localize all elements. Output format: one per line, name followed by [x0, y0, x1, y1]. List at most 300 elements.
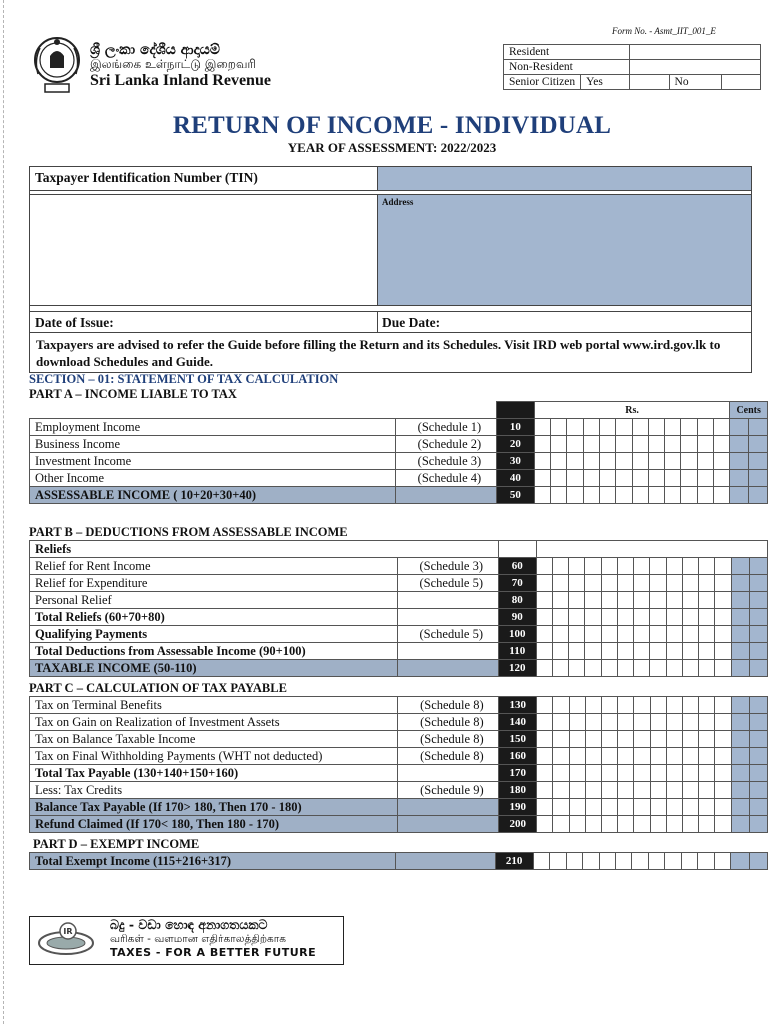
amount-digit-box[interactable]	[536, 609, 552, 626]
amount-digit-box[interactable]	[567, 470, 583, 487]
cents-digit-box[interactable]	[731, 697, 749, 714]
amount-digit-box[interactable]	[553, 748, 569, 765]
amount-digit-box[interactable]	[682, 643, 698, 660]
amount-digit-box[interactable]	[583, 853, 599, 870]
amount-digit-box[interactable]	[536, 660, 552, 677]
amount-digit-box[interactable]	[682, 558, 698, 575]
amount-digit-box[interactable]	[699, 609, 715, 626]
cents-digit-box[interactable]	[731, 558, 749, 575]
amount-digit-box[interactable]	[552, 609, 568, 626]
amount-digit-box[interactable]	[650, 765, 666, 782]
amount-digit-box[interactable]	[715, 558, 731, 575]
amount-digit-box[interactable]	[601, 592, 617, 609]
resident-checkbox[interactable]	[630, 45, 761, 60]
amount-digit-box[interactable]	[537, 816, 553, 833]
amount-digit-box[interactable]	[534, 453, 550, 470]
amount-digit-box[interactable]	[683, 748, 699, 765]
amount-digit-box[interactable]	[683, 714, 699, 731]
tin-input[interactable]	[378, 167, 751, 191]
amount-digit-box[interactable]	[650, 748, 666, 765]
amount-digit-box[interactable]	[632, 487, 648, 504]
cents-digit-box[interactable]	[731, 660, 749, 677]
amount-digit-box[interactable]	[552, 626, 568, 643]
amount-digit-box[interactable]	[585, 592, 601, 609]
amount-digit-box[interactable]	[650, 643, 666, 660]
amount-digit-box[interactable]	[714, 436, 730, 453]
amount-digit-box[interactable]	[583, 470, 599, 487]
amount-digit-box[interactable]	[682, 575, 698, 592]
cents-digit-box[interactable]	[749, 453, 768, 470]
amount-digit-box[interactable]	[602, 782, 618, 799]
amount-digit-box[interactable]	[699, 731, 715, 748]
amount-digit-box[interactable]	[715, 782, 731, 799]
amount-digit-box[interactable]	[585, 799, 601, 816]
amount-digit-box[interactable]	[599, 419, 615, 436]
amount-digit-box[interactable]	[632, 470, 648, 487]
cents-digit-box[interactable]	[749, 731, 767, 748]
amount-digit-box[interactable]	[617, 626, 633, 643]
amount-digit-box[interactable]	[537, 748, 553, 765]
amount-digit-box[interactable]	[585, 782, 601, 799]
amount-digit-box[interactable]	[618, 697, 634, 714]
cents-digit-box[interactable]	[749, 660, 767, 677]
amount-digit-box[interactable]	[585, 765, 601, 782]
amount-digit-box[interactable]	[583, 436, 599, 453]
cents-digit-box[interactable]	[731, 626, 749, 643]
amount-digit-box[interactable]	[567, 419, 583, 436]
amount-digit-box[interactable]	[682, 609, 698, 626]
amount-digit-box[interactable]	[699, 558, 715, 575]
amount-digit-box[interactable]	[569, 731, 585, 748]
amount-digit-box[interactable]	[552, 643, 568, 660]
amount-digit-box[interactable]	[666, 748, 682, 765]
amount-digit-box[interactable]	[550, 853, 566, 870]
amount-digit-box[interactable]	[650, 816, 666, 833]
amount-digit-box[interactable]	[650, 660, 666, 677]
amount-digit-box[interactable]	[599, 436, 615, 453]
senior-yes-checkbox[interactable]	[630, 75, 669, 90]
amount-digit-box[interactable]	[715, 714, 731, 731]
amount-digit-box[interactable]	[699, 575, 715, 592]
amount-digit-box[interactable]	[699, 748, 715, 765]
amount-digit-box[interactable]	[665, 487, 681, 504]
amount-digit-box[interactable]	[616, 487, 632, 504]
amount-digit-box[interactable]	[585, 731, 601, 748]
amount-digit-box[interactable]	[715, 592, 731, 609]
amount-digit-box[interactable]	[583, 419, 599, 436]
amount-digit-box[interactable]	[534, 470, 550, 487]
amount-digit-box[interactable]	[585, 816, 601, 833]
cents-digit-box[interactable]	[731, 592, 749, 609]
amount-digit-box[interactable]	[715, 765, 731, 782]
amount-digit-box[interactable]	[634, 799, 650, 816]
amount-digit-box[interactable]	[715, 697, 731, 714]
amount-digit-box[interactable]	[536, 626, 552, 643]
amount-digit-box[interactable]	[683, 697, 699, 714]
amount-digit-box[interactable]	[714, 470, 730, 487]
amount-digit-box[interactable]	[536, 643, 552, 660]
amount-digit-box[interactable]	[634, 765, 650, 782]
amount-digit-box[interactable]	[698, 853, 714, 870]
amount-digit-box[interactable]	[648, 470, 664, 487]
amount-digit-box[interactable]	[566, 853, 582, 870]
amount-digit-box[interactable]	[616, 419, 632, 436]
amount-digit-box[interactable]	[537, 697, 553, 714]
amount-digit-box[interactable]	[683, 799, 699, 816]
amount-digit-box[interactable]	[699, 592, 715, 609]
amount-digit-box[interactable]	[551, 419, 567, 436]
amount-digit-box[interactable]	[552, 592, 568, 609]
cents-digit-box[interactable]	[730, 487, 749, 504]
cents-digit-box[interactable]	[749, 643, 767, 660]
amount-digit-box[interactable]	[602, 714, 618, 731]
cents-digit-box[interactable]	[749, 853, 767, 870]
cents-digit-box[interactable]	[749, 816, 767, 833]
amount-digit-box[interactable]	[634, 782, 650, 799]
amount-digit-box[interactable]	[699, 799, 715, 816]
cents-digit-box[interactable]	[730, 453, 749, 470]
amount-digit-box[interactable]	[699, 714, 715, 731]
amount-digit-box[interactable]	[648, 419, 664, 436]
amount-digit-box[interactable]	[632, 436, 648, 453]
amount-digit-box[interactable]	[599, 853, 615, 870]
cents-digit-box[interactable]	[731, 609, 749, 626]
amount-digit-box[interactable]	[682, 660, 698, 677]
amount-digit-box[interactable]	[632, 853, 648, 870]
amount-digit-box[interactable]	[601, 575, 617, 592]
amount-digit-box[interactable]	[715, 799, 731, 816]
amount-digit-box[interactable]	[666, 626, 682, 643]
amount-digit-box[interactable]	[585, 575, 601, 592]
amount-digit-box[interactable]	[634, 697, 650, 714]
amount-digit-box[interactable]	[648, 487, 664, 504]
amount-digit-box[interactable]	[666, 799, 682, 816]
amount-digit-box[interactable]	[616, 436, 632, 453]
amount-digit-box[interactable]	[616, 853, 632, 870]
amount-digit-box[interactable]	[618, 816, 634, 833]
amount-digit-box[interactable]	[681, 470, 697, 487]
amount-digit-box[interactable]	[585, 748, 601, 765]
amount-digit-box[interactable]	[699, 660, 715, 677]
amount-digit-box[interactable]	[683, 765, 699, 782]
amount-digit-box[interactable]	[553, 799, 569, 816]
amount-digit-box[interactable]	[715, 660, 731, 677]
amount-digit-box[interactable]	[666, 714, 682, 731]
amount-digit-box[interactable]	[681, 419, 697, 436]
amount-digit-box[interactable]	[553, 782, 569, 799]
amount-digit-box[interactable]	[715, 731, 731, 748]
cents-digit-box[interactable]	[730, 470, 749, 487]
amount-digit-box[interactable]	[650, 731, 666, 748]
amount-digit-box[interactable]	[634, 714, 650, 731]
amount-digit-box[interactable]	[715, 643, 731, 660]
amount-digit-box[interactable]	[697, 436, 713, 453]
amount-digit-box[interactable]	[617, 643, 633, 660]
amount-digit-box[interactable]	[666, 592, 682, 609]
amount-digit-box[interactable]	[567, 436, 583, 453]
amount-digit-box[interactable]	[682, 592, 698, 609]
amount-digit-box[interactable]	[634, 660, 650, 677]
amount-digit-box[interactable]	[617, 609, 633, 626]
amount-digit-box[interactable]	[666, 816, 682, 833]
amount-digit-box[interactable]	[699, 643, 715, 660]
amount-digit-box[interactable]	[569, 609, 585, 626]
amount-digit-box[interactable]	[567, 453, 583, 470]
amount-digit-box[interactable]	[536, 575, 552, 592]
amount-digit-box[interactable]	[602, 799, 618, 816]
cents-digit-box[interactable]	[731, 816, 749, 833]
cents-digit-box[interactable]	[749, 609, 767, 626]
amount-digit-box[interactable]	[569, 748, 585, 765]
amount-digit-box[interactable]	[569, 660, 585, 677]
amount-digit-box[interactable]	[618, 731, 634, 748]
cents-digit-box[interactable]	[749, 782, 767, 799]
amount-digit-box[interactable]	[553, 714, 569, 731]
amount-digit-box[interactable]	[634, 731, 650, 748]
amount-digit-box[interactable]	[616, 470, 632, 487]
amount-digit-box[interactable]	[697, 453, 713, 470]
amount-digit-box[interactable]	[634, 575, 650, 592]
amount-digit-box[interactable]	[714, 853, 730, 870]
amount-digit-box[interactable]	[553, 816, 569, 833]
amount-digit-box[interactable]	[634, 643, 650, 660]
amount-digit-box[interactable]	[648, 436, 664, 453]
amount-digit-box[interactable]	[599, 487, 615, 504]
amount-digit-box[interactable]	[714, 453, 730, 470]
amount-digit-box[interactable]	[551, 487, 567, 504]
cents-digit-box[interactable]	[749, 765, 767, 782]
amount-digit-box[interactable]	[681, 853, 697, 870]
address-field[interactable]	[378, 194, 751, 306]
amount-digit-box[interactable]	[537, 714, 553, 731]
amount-digit-box[interactable]	[569, 697, 585, 714]
amount-digit-box[interactable]	[665, 470, 681, 487]
amount-digit-box[interactable]	[602, 816, 618, 833]
amount-digit-box[interactable]	[534, 419, 550, 436]
amount-digit-box[interactable]	[569, 782, 585, 799]
cents-digit-box[interactable]	[749, 419, 768, 436]
cents-digit-box[interactable]	[731, 853, 749, 870]
amount-digit-box[interactable]	[681, 487, 697, 504]
cents-digit-box[interactable]	[749, 592, 767, 609]
amount-digit-box[interactable]	[650, 782, 666, 799]
amount-digit-box[interactable]	[648, 453, 664, 470]
amount-digit-box[interactable]	[569, 816, 585, 833]
amount-digit-box[interactable]	[617, 575, 633, 592]
amount-digit-box[interactable]	[634, 609, 650, 626]
amount-digit-box[interactable]	[666, 697, 682, 714]
amount-digit-box[interactable]	[551, 470, 567, 487]
amount-digit-box[interactable]	[714, 419, 730, 436]
amount-digit-box[interactable]	[715, 816, 731, 833]
amount-digit-box[interactable]	[650, 626, 666, 643]
amount-digit-box[interactable]	[666, 558, 682, 575]
amount-digit-box[interactable]	[634, 626, 650, 643]
cents-digit-box[interactable]	[749, 487, 768, 504]
amount-digit-box[interactable]	[553, 731, 569, 748]
amount-digit-box[interactable]	[715, 626, 731, 643]
amount-digit-box[interactable]	[715, 575, 731, 592]
amount-digit-box[interactable]	[632, 453, 648, 470]
amount-digit-box[interactable]	[585, 643, 601, 660]
cents-digit-box[interactable]	[749, 697, 767, 714]
amount-digit-box[interactable]	[599, 470, 615, 487]
amount-digit-box[interactable]	[681, 436, 697, 453]
amount-digit-box[interactable]	[666, 731, 682, 748]
senior-no-checkbox[interactable]	[721, 75, 760, 90]
amount-digit-box[interactable]	[569, 714, 585, 731]
amount-digit-box[interactable]	[699, 697, 715, 714]
cents-digit-box[interactable]	[731, 714, 749, 731]
amount-digit-box[interactable]	[617, 592, 633, 609]
amount-digit-box[interactable]	[534, 436, 550, 453]
amount-digit-box[interactable]	[634, 592, 650, 609]
amount-digit-box[interactable]	[617, 558, 633, 575]
amount-digit-box[interactable]	[618, 714, 634, 731]
amount-digit-box[interactable]	[697, 487, 713, 504]
cents-digit-box[interactable]	[749, 470, 768, 487]
amount-digit-box[interactable]	[537, 782, 553, 799]
cents-digit-box[interactable]	[730, 436, 749, 453]
amount-digit-box[interactable]	[715, 748, 731, 765]
cents-digit-box[interactable]	[731, 799, 749, 816]
amount-digit-box[interactable]	[599, 453, 615, 470]
amount-digit-box[interactable]	[616, 453, 632, 470]
amount-digit-box[interactable]	[551, 453, 567, 470]
amount-digit-box[interactable]	[665, 453, 681, 470]
amount-digit-box[interactable]	[602, 697, 618, 714]
cents-digit-box[interactable]	[731, 765, 749, 782]
amount-digit-box[interactable]	[583, 487, 599, 504]
amount-digit-box[interactable]	[585, 714, 601, 731]
cents-digit-box[interactable]	[731, 643, 749, 660]
amount-digit-box[interactable]	[666, 765, 682, 782]
amount-digit-box[interactable]	[632, 419, 648, 436]
amount-digit-box[interactable]	[585, 697, 601, 714]
amount-digit-box[interactable]	[601, 643, 617, 660]
amount-digit-box[interactable]	[666, 782, 682, 799]
amount-digit-box[interactable]	[682, 626, 698, 643]
amount-digit-box[interactable]	[650, 714, 666, 731]
amount-digit-box[interactable]	[569, 575, 585, 592]
amount-digit-box[interactable]	[553, 765, 569, 782]
amount-digit-box[interactable]	[585, 609, 601, 626]
amount-digit-box[interactable]	[585, 660, 601, 677]
amount-digit-box[interactable]	[650, 799, 666, 816]
amount-digit-box[interactable]	[551, 436, 567, 453]
cents-digit-box[interactable]	[749, 558, 767, 575]
amount-digit-box[interactable]	[536, 592, 552, 609]
cents-digit-box[interactable]	[731, 731, 749, 748]
amount-digit-box[interactable]	[681, 453, 697, 470]
amount-digit-box[interactable]	[583, 453, 599, 470]
amount-digit-box[interactable]	[553, 697, 569, 714]
cents-digit-box[interactable]	[730, 419, 749, 436]
amount-digit-box[interactable]	[699, 816, 715, 833]
amount-digit-box[interactable]	[683, 782, 699, 799]
amount-digit-box[interactable]	[585, 626, 601, 643]
amount-digit-box[interactable]	[569, 626, 585, 643]
amount-digit-box[interactable]	[697, 419, 713, 436]
amount-digit-box[interactable]	[601, 626, 617, 643]
amount-digit-box[interactable]	[533, 853, 549, 870]
amount-digit-box[interactable]	[617, 660, 633, 677]
amount-digit-box[interactable]	[665, 853, 681, 870]
amount-digit-box[interactable]	[601, 558, 617, 575]
amount-digit-box[interactable]	[602, 731, 618, 748]
amount-digit-box[interactable]	[666, 575, 682, 592]
amount-digit-box[interactable]	[537, 799, 553, 816]
amount-digit-box[interactable]	[569, 799, 585, 816]
cents-digit-box[interactable]	[731, 782, 749, 799]
amount-digit-box[interactable]	[650, 592, 666, 609]
amount-digit-box[interactable]	[683, 816, 699, 833]
amount-digit-box[interactable]	[601, 660, 617, 677]
amount-digit-box[interactable]	[699, 782, 715, 799]
amount-digit-box[interactable]	[618, 765, 634, 782]
amount-digit-box[interactable]	[699, 765, 715, 782]
amount-digit-box[interactable]	[634, 816, 650, 833]
cents-digit-box[interactable]	[749, 799, 767, 816]
cents-digit-box[interactable]	[749, 626, 767, 643]
non-resident-checkbox[interactable]	[630, 60, 761, 75]
amount-digit-box[interactable]	[552, 575, 568, 592]
cents-digit-box[interactable]	[731, 575, 749, 592]
amount-digit-box[interactable]	[666, 643, 682, 660]
amount-digit-box[interactable]	[648, 853, 664, 870]
amount-digit-box[interactable]	[567, 487, 583, 504]
amount-digit-box[interactable]	[666, 609, 682, 626]
amount-digit-box[interactable]	[618, 748, 634, 765]
amount-digit-box[interactable]	[602, 748, 618, 765]
amount-digit-box[interactable]	[537, 765, 553, 782]
amount-digit-box[interactable]	[552, 558, 568, 575]
amount-digit-box[interactable]	[569, 643, 585, 660]
amount-digit-box[interactable]	[665, 436, 681, 453]
amount-digit-box[interactable]	[618, 782, 634, 799]
cents-digit-box[interactable]	[731, 748, 749, 765]
amount-digit-box[interactable]	[699, 626, 715, 643]
amount-digit-box[interactable]	[683, 731, 699, 748]
amount-digit-box[interactable]	[714, 487, 730, 504]
amount-digit-box[interactable]	[665, 419, 681, 436]
amount-digit-box[interactable]	[715, 609, 731, 626]
amount-digit-box[interactable]	[650, 609, 666, 626]
amount-digit-box[interactable]	[537, 731, 553, 748]
amount-digit-box[interactable]	[650, 697, 666, 714]
amount-digit-box[interactable]	[569, 592, 585, 609]
amount-digit-box[interactable]	[552, 660, 568, 677]
amount-digit-box[interactable]	[534, 487, 550, 504]
amount-digit-box[interactable]	[602, 765, 618, 782]
cents-digit-box[interactable]	[749, 575, 767, 592]
amount-digit-box[interactable]	[697, 470, 713, 487]
amount-digit-box[interactable]	[536, 558, 552, 575]
cents-digit-box[interactable]	[749, 748, 767, 765]
amount-digit-box[interactable]	[618, 799, 634, 816]
cents-digit-box[interactable]	[749, 714, 767, 731]
amount-digit-box[interactable]	[569, 765, 585, 782]
amount-digit-box[interactable]	[650, 558, 666, 575]
amount-digit-box[interactable]	[585, 558, 601, 575]
amount-digit-box[interactable]	[666, 660, 682, 677]
amount-digit-box[interactable]	[569, 558, 585, 575]
amount-digit-box[interactable]	[634, 748, 650, 765]
amount-digit-box[interactable]	[650, 575, 666, 592]
cents-digit-box[interactable]	[749, 436, 768, 453]
amount-digit-box[interactable]	[601, 609, 617, 626]
amount-digit-box[interactable]	[634, 558, 650, 575]
